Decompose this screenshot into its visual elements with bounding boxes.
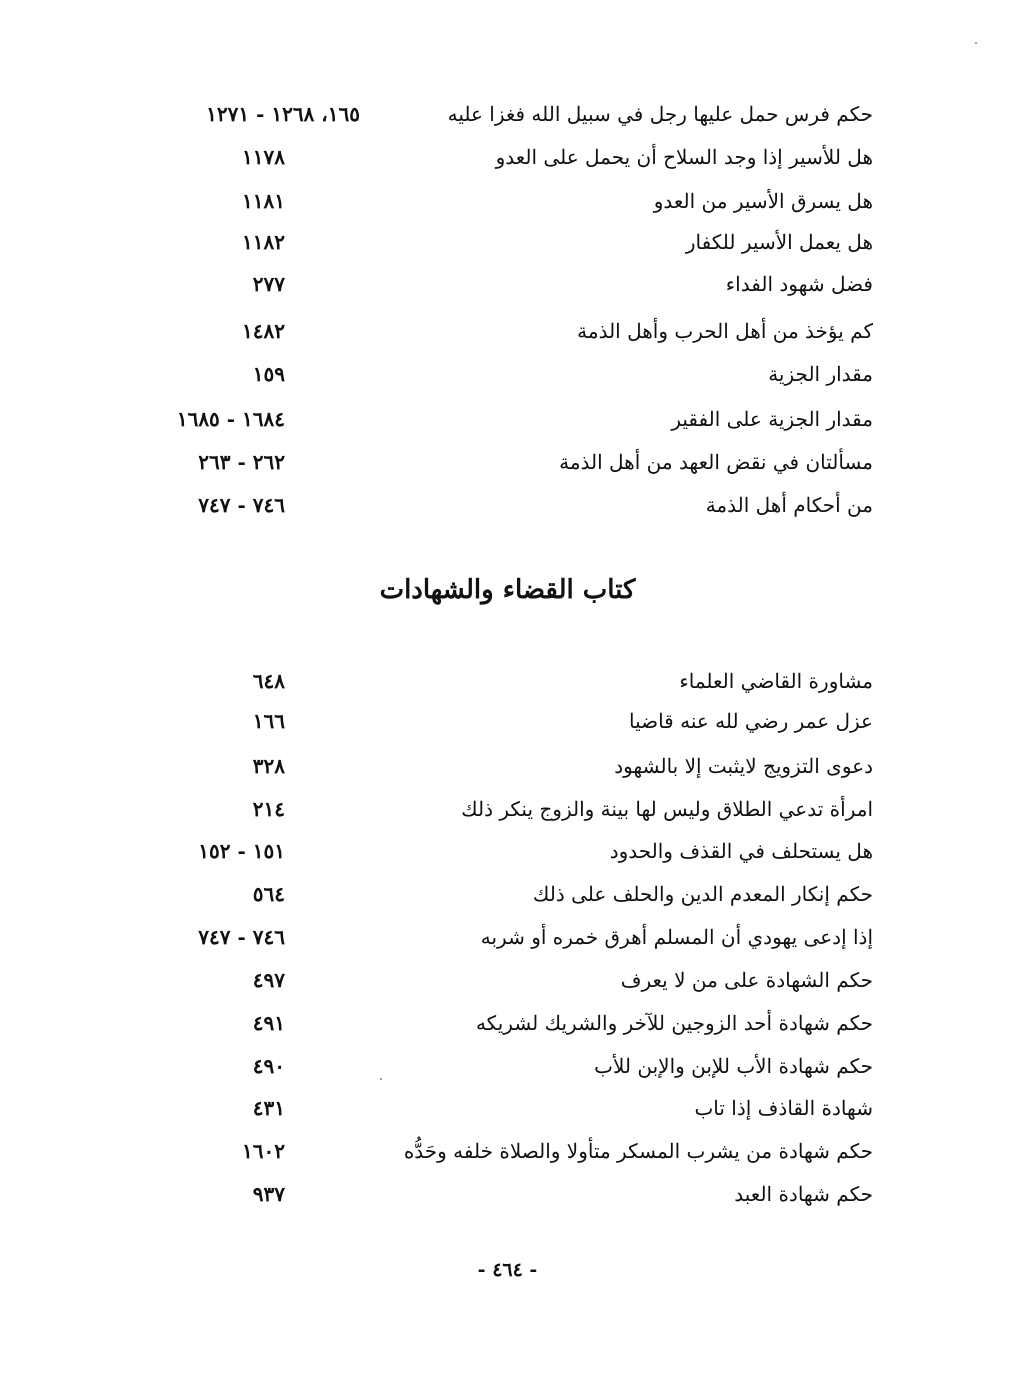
entry-pages: ١٦٠٢ <box>242 1139 285 1163</box>
list-item <box>0 399 1015 439</box>
entry-topic: حكم شهادة أحد الزوجين للآخر والشريك لشريكه <box>475 1011 873 1035</box>
entry-topic: حكم الشهادة على من لا يعرف <box>620 968 873 992</box>
entry-topic: مقدار الجزية على الفقير <box>671 407 873 431</box>
entry-topic: مسألتان في نقض العهد من أهل الذمة <box>559 450 873 474</box>
list-item <box>0 874 1015 914</box>
entry-pages: ٤٣١ <box>252 1096 285 1120</box>
entry-topic: هل يعمل الأسير للكفار <box>685 230 873 254</box>
list-item <box>0 661 1015 701</box>
entry-pages: ١٦٥، ١٢٦٨ - ١٢٧١ <box>206 102 360 126</box>
entry-pages: ١١٨١ <box>242 189 285 213</box>
entry-pages: ١١٨٢ <box>242 230 285 254</box>
entry-topic: حكم شهادة الأب للإبن والإبن للأب <box>594 1054 873 1078</box>
page-number: - ٤٦٤ - <box>477 1259 538 1281</box>
list-item <box>0 701 1015 741</box>
entry-pages: ٢٧٧ <box>252 272 285 296</box>
list-item <box>0 1174 1015 1214</box>
entry-topic: امرأة تدعي الطلاق وليس لها بينة والزوج ينكر ذلك <box>461 797 873 821</box>
entry-pages: ٧٤٦ - ٧٤٧ <box>198 925 285 949</box>
entry-topic: حكم فرس حمل عليها رجل في سبيل الله فغزا عليه <box>447 102 873 126</box>
list-item <box>0 1003 1015 1043</box>
entry-pages: ٤٩٧ <box>252 968 285 992</box>
entry-pages: ١٦٨٤ - ١٦٨٥ <box>176 407 285 431</box>
entry-topic: عزل عمر رضي لله عنه قاضيا <box>628 709 873 733</box>
list-item <box>0 181 1015 221</box>
entry-pages: ١١٧٨ <box>242 145 285 169</box>
entry-topic: هل للأسير إذا وجد السلاح أن يحمل على العدو <box>495 145 873 169</box>
entry-topic: هل يسرق الأسير من العدو <box>653 189 873 213</box>
entry-pages: ٧٤٦ - ٧٤٧ <box>198 493 285 517</box>
entry-topic: مشاورة القاضي العلماء <box>679 669 873 693</box>
entry-topic: فضل شهود الفداء <box>725 272 873 296</box>
list-item <box>0 1088 1015 1128</box>
list-item <box>0 442 1015 482</box>
list-item <box>0 94 1015 134</box>
scan-speck <box>975 42 977 44</box>
scan-speck <box>380 1078 382 1080</box>
list-item <box>0 789 1015 829</box>
entry-pages: ١٥١ - ١٥٢ <box>198 839 285 863</box>
list-item <box>0 222 1015 262</box>
entry-topic: حكم إنكار المعدم الدين والحلف على ذلك <box>532 882 873 906</box>
list-item <box>0 831 1015 871</box>
entry-pages: ٢٦٢ - ٢٦٣ <box>198 450 285 474</box>
list-item <box>0 1046 1015 1086</box>
entry-pages: ٤٩١ <box>252 1011 285 1035</box>
entry-topic: كم يؤخذ من أهل الحرب وأهل الذمة <box>577 319 873 343</box>
entry-topic: إذا إدعى يهودي أن المسلم أهرق خمره أو شربه <box>480 925 873 949</box>
list-item <box>0 264 1015 304</box>
list-item <box>0 485 1015 525</box>
entry-pages: ١٤٨٢ <box>242 319 285 343</box>
entry-pages: ٥٦٤ <box>252 882 285 906</box>
list-item <box>0 917 1015 957</box>
entry-topic: هل يستحلف في القذف والحدود <box>609 839 873 863</box>
entry-pages: ٣٢٨ <box>252 754 285 778</box>
entry-topic: دعوى التزويج لايثبت إلا بالشهود <box>614 754 873 778</box>
entry-topic: حكم شهادة العبد <box>734 1182 873 1206</box>
list-item <box>0 960 1015 1000</box>
list-item <box>0 311 1015 351</box>
entry-pages: ١٦٦ <box>252 709 285 733</box>
list-item <box>0 354 1015 394</box>
section-heading: كتاب القضاء والشهادات <box>379 575 636 605</box>
entry-pages: ٩٣٧ <box>252 1182 285 1206</box>
entry-pages: ١٥٩ <box>252 362 285 386</box>
entry-topic: من أحكام أهل الذمة <box>705 493 873 517</box>
entry-pages: ٢١٤ <box>252 797 285 821</box>
entry-topic: شهادة القاذف إذا تاب <box>694 1096 873 1120</box>
entry-topic: حكم شهادة من يشرب المسكر متأولا والصلاة خلفه وحَدُّه <box>403 1139 873 1163</box>
list-item <box>0 746 1015 786</box>
entry-pages: ٦٤٨ <box>252 669 285 693</box>
entry-pages: ٤٩٠ <box>252 1054 285 1078</box>
list-item <box>0 137 1015 177</box>
list-item <box>0 1131 1015 1171</box>
entry-topic: مقدار الجزية <box>768 362 873 386</box>
